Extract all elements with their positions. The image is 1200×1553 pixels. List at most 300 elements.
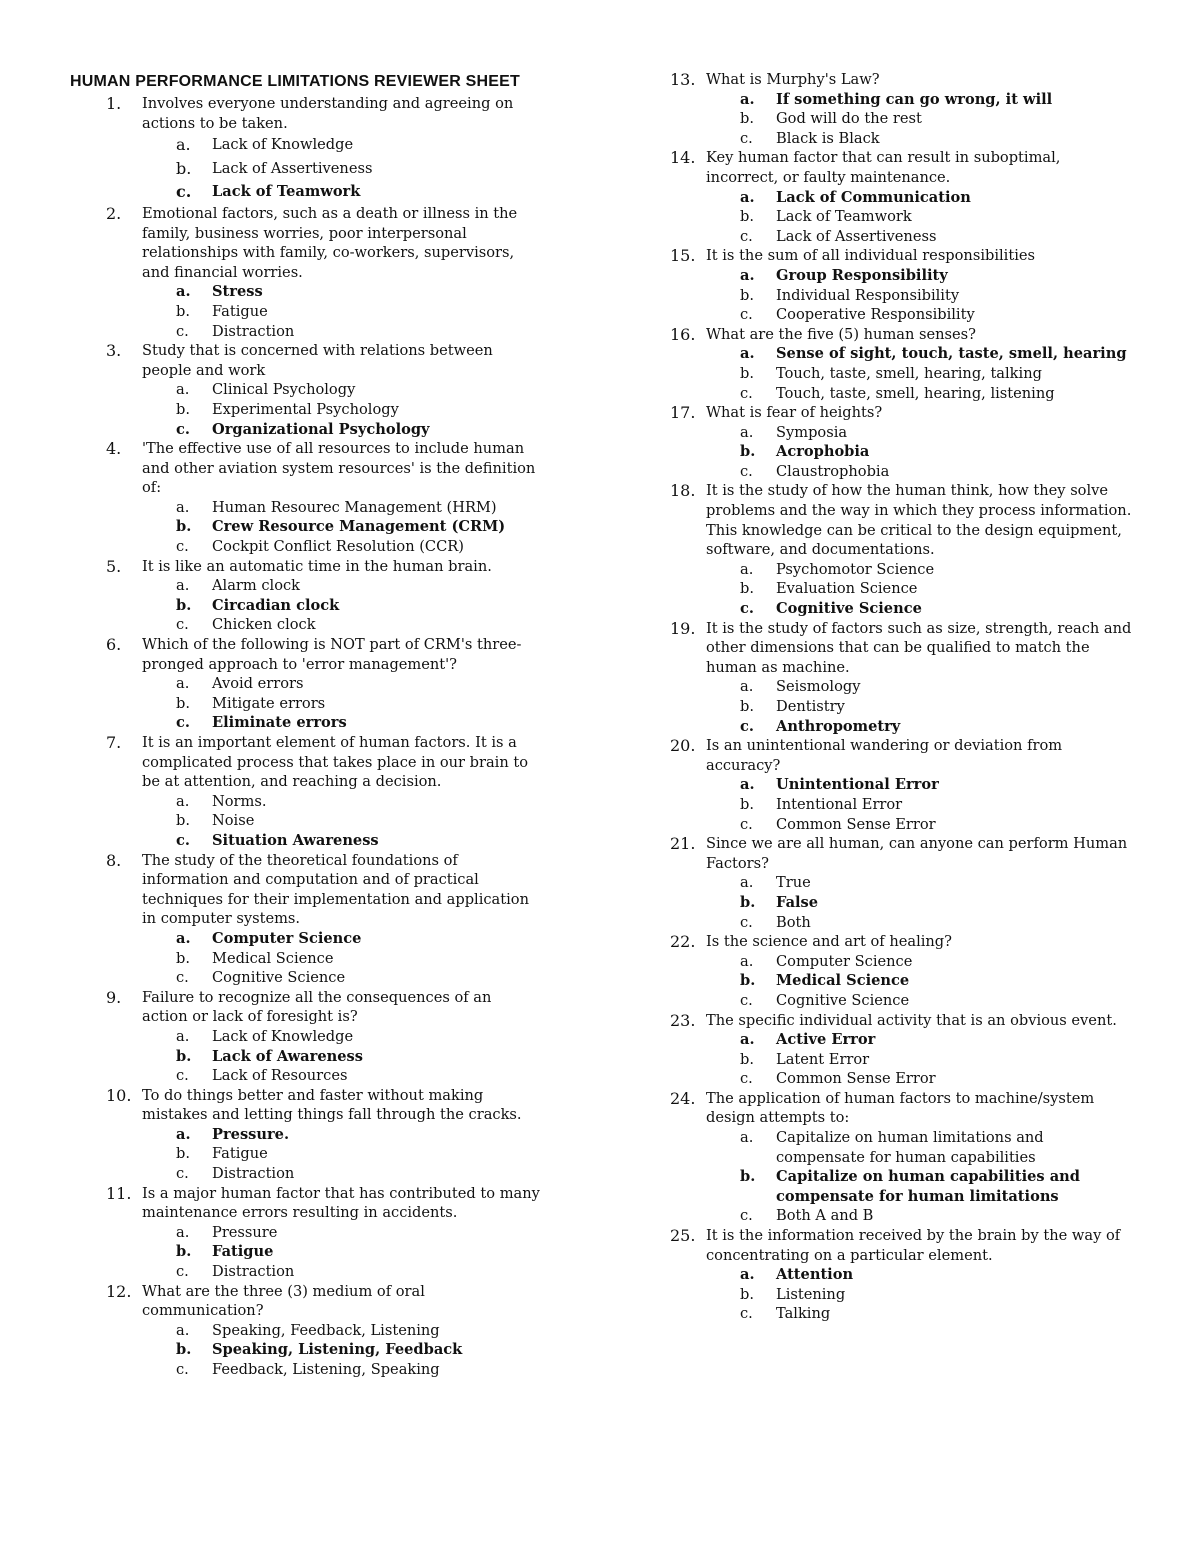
question-number: 1.	[106, 94, 122, 113]
option-text: Cognitive Science	[212, 969, 346, 987]
answer-option-correct	[670, 442, 1135, 462]
answer-option	[670, 873, 1135, 893]
question-item	[670, 619, 1135, 737]
option-text: Intentional Error	[776, 795, 903, 813]
option-text: Touch, taste, smell, hearing, talking	[776, 364, 1042, 382]
option-letter: a.	[176, 1027, 190, 1045]
option-text: Capitalize on human capabilities and compensate for human limitations	[776, 1168, 1080, 1205]
question-prompt: Is the science and art of healing?	[706, 933, 952, 951]
answer-option-correct	[70, 929, 540, 949]
option-letter: c.	[740, 227, 753, 245]
question-item	[70, 94, 540, 204]
question-text	[670, 736, 1135, 775]
option-text: Touch, taste, smell, hearing, listening	[776, 384, 1055, 402]
option-text: Lack of Teamwork	[212, 183, 361, 201]
option-letter: a.	[740, 188, 755, 206]
answer-option-correct	[670, 775, 1135, 795]
answer-option	[670, 913, 1135, 933]
answer-option	[70, 674, 540, 694]
answer-option-correct	[70, 180, 540, 204]
option-letter: b.	[176, 1047, 192, 1065]
question-prompt: Is a major human factor that has contributed to many maintenance errors resulting in accidents.	[142, 1184, 540, 1222]
question-item	[670, 834, 1135, 932]
option-letter: b.	[176, 1243, 192, 1261]
answer-option	[670, 991, 1135, 1011]
answer-options	[70, 498, 540, 557]
question-number: 23.	[670, 1010, 696, 1030]
question-text	[70, 94, 540, 133]
option-letter: b.	[740, 893, 756, 911]
option-letter: a.	[740, 678, 754, 696]
answer-options	[70, 133, 540, 204]
question-prompt: What is fear of heights?	[706, 404, 883, 422]
answer-options	[70, 380, 540, 439]
option-text: Feedback, Listening, Speaking	[212, 1361, 440, 1378]
option-text: True	[776, 874, 811, 892]
option-letter: c.	[176, 1361, 189, 1378]
question-prompt: 'The effective use of all resources to include human and other aviation system resources' is the definition of:	[142, 440, 536, 497]
answer-option-correct	[70, 1047, 540, 1067]
answer-option-correct	[70, 596, 540, 616]
answer-option	[70, 968, 540, 988]
option-text: Lack of Awareness	[212, 1047, 363, 1065]
option-text: Lack of Knowledge	[212, 136, 354, 154]
question-text	[670, 246, 1135, 266]
answer-option	[670, 305, 1135, 325]
answer-option	[670, 579, 1135, 599]
question-number: 5.	[106, 556, 122, 576]
question-text	[670, 834, 1135, 873]
answer-options	[670, 873, 1135, 932]
option-letter: c.	[740, 815, 753, 833]
answer-options	[70, 1321, 540, 1380]
option-text: Distraction	[212, 1263, 295, 1281]
option-letter: a.	[176, 792, 190, 810]
answer-option	[670, 815, 1135, 835]
answer-option	[670, 227, 1135, 247]
option-letter: b.	[176, 1145, 190, 1163]
option-text: Dentistry	[776, 698, 845, 715]
answer-option-correct	[670, 188, 1135, 208]
answer-option-correct	[670, 1030, 1135, 1050]
answer-option	[670, 677, 1135, 697]
answer-option	[670, 1128, 1135, 1167]
option-letter: c.	[176, 1263, 189, 1281]
answer-option	[670, 1050, 1135, 1070]
answer-options	[70, 792, 540, 851]
answer-options	[670, 1265, 1135, 1324]
option-letter: c.	[740, 129, 753, 147]
answer-options	[670, 952, 1135, 1011]
option-text: Common Sense Error	[776, 815, 936, 833]
option-text: Speaking, Feedback, Listening	[212, 1321, 440, 1339]
option-text: Avoid errors	[212, 675, 304, 693]
option-letter: c.	[176, 420, 190, 438]
option-letter: a.	[740, 1129, 754, 1147]
question-number: 13.	[670, 70, 696, 89]
answer-option-correct	[670, 717, 1135, 737]
option-letter: c.	[740, 384, 753, 402]
question-text	[670, 619, 1135, 678]
option-text: Common Sense Error	[776, 1070, 936, 1088]
left-question-list	[70, 94, 540, 1380]
answer-options	[670, 677, 1135, 736]
question-text	[70, 557, 540, 577]
question-item	[70, 733, 540, 851]
question-text	[70, 988, 540, 1027]
question-prompt: Is an unintentional wandering or deviation from accuracy?	[706, 737, 1063, 774]
option-letter: a.	[740, 90, 755, 108]
option-letter: b.	[740, 972, 756, 990]
answer-option	[670, 795, 1135, 815]
question-number: 6.	[106, 635, 122, 655]
answer-options	[670, 266, 1135, 325]
question-text	[70, 204, 540, 282]
question-text	[670, 1089, 1135, 1128]
option-text: Circadian clock	[212, 596, 340, 614]
option-letter: a.	[740, 1266, 755, 1284]
option-text: Capitalize on human limitations and compensate for human capabilities	[776, 1129, 1044, 1166]
question-number: 2.	[106, 203, 122, 223]
option-text: Unintentional Error	[776, 776, 939, 794]
answer-option-correct	[670, 90, 1135, 110]
question-text	[670, 1226, 1135, 1265]
option-text: Lack of Resources	[212, 1067, 348, 1085]
answer-option	[70, 537, 540, 557]
option-text: Lack of Teamwork	[776, 208, 912, 226]
option-text: Noise	[212, 812, 255, 830]
page-title: HUMAN PERFORMANCE LIMITATIONS REVIEWER SHEET	[70, 73, 520, 90]
question-number: 7.	[106, 733, 122, 752]
question-text	[670, 481, 1135, 559]
question-prompt: Study that is concerned with relations between people and work	[142, 342, 493, 379]
question-item	[670, 70, 1135, 148]
question-item	[70, 439, 540, 557]
option-text: Fatigue	[212, 1145, 268, 1163]
answer-option-correct	[70, 282, 540, 302]
question-item	[70, 341, 540, 439]
answer-option	[70, 1164, 540, 1184]
option-text: Crew Resource Management (CRM)	[212, 518, 506, 536]
option-letter: b.	[176, 812, 190, 830]
option-letter: b.	[740, 580, 754, 598]
question-number: 11.	[106, 1183, 132, 1203]
answer-option	[670, 697, 1135, 717]
option-letter: b.	[176, 694, 190, 712]
option-letter: a.	[740, 874, 754, 892]
question-item	[670, 1011, 1135, 1089]
question-number: 16.	[670, 324, 696, 344]
question-number: 24.	[670, 1088, 696, 1108]
option-text: Active Error	[776, 1031, 876, 1049]
option-letter: b.	[740, 1285, 754, 1303]
answer-option-correct	[70, 1340, 540, 1360]
option-text: Computer Science	[212, 929, 362, 947]
question-item	[670, 1226, 1135, 1324]
option-text: Situation Awareness	[212, 831, 379, 849]
answer-option	[670, 286, 1135, 306]
question-item	[70, 635, 540, 733]
option-text: Distraction	[212, 322, 295, 340]
answer-option-correct	[70, 1125, 540, 1145]
option-text: Experimental Psychology	[212, 400, 399, 418]
answer-option	[70, 1144, 540, 1164]
question-item	[70, 1282, 540, 1380]
answer-option	[70, 157, 540, 181]
question-number: 9.	[106, 987, 122, 1007]
question-text	[70, 341, 540, 380]
option-letter: a.	[176, 1223, 190, 1241]
question-prompt: It is like an automatic time in the human brain.	[142, 557, 492, 575]
question-item	[70, 988, 540, 1086]
option-letter: c.	[176, 714, 190, 732]
option-letter: b.	[740, 110, 754, 128]
question-text	[670, 932, 1135, 952]
question-number: 8.	[106, 850, 122, 870]
option-text: Latent Error	[776, 1050, 870, 1068]
option-text: Organizational Psychology	[212, 420, 430, 438]
option-letter: a.	[176, 381, 190, 399]
option-text: Stress	[212, 283, 263, 301]
option-letter: b.	[176, 596, 192, 614]
question-number: 19.	[670, 618, 696, 638]
question-prompt: The specific individual activity that is an obvious event.	[706, 1011, 1117, 1029]
answer-option	[70, 498, 540, 518]
answer-option	[70, 133, 540, 157]
answer-option	[670, 1069, 1135, 1089]
option-text: Medical Science	[212, 949, 334, 967]
option-text: Human Resourec Management (HRM)	[212, 498, 497, 516]
option-letter: b.	[740, 795, 754, 813]
answer-option	[670, 462, 1135, 482]
option-letter: a.	[740, 423, 754, 441]
question-number: 17.	[670, 403, 696, 423]
option-text: Lack of Assertiveness	[776, 227, 937, 245]
answer-option	[670, 952, 1135, 972]
answer-option	[70, 1027, 540, 1047]
option-text: Both	[776, 913, 811, 931]
question-text	[70, 733, 540, 792]
option-letter: c.	[740, 991, 753, 1009]
question-text	[70, 1086, 540, 1125]
option-text: Medical Science	[776, 972, 910, 990]
answer-option	[70, 1360, 540, 1380]
question-text	[670, 403, 1135, 423]
option-text: Alarm clock	[212, 577, 301, 595]
answer-option	[670, 1304, 1135, 1324]
answer-option	[670, 423, 1135, 443]
left-column	[70, 70, 540, 1380]
option-text: Fatigue	[212, 1243, 274, 1261]
answer-options	[70, 1027, 540, 1086]
answer-options	[70, 576, 540, 635]
option-letter: c.	[176, 1165, 189, 1183]
option-text: Group Responsibility	[776, 266, 948, 284]
answer-option	[70, 1262, 540, 1282]
option-text: Speaking, Listening, Feedback	[212, 1341, 463, 1359]
answer-options	[670, 1030, 1135, 1089]
option-letter: b.	[176, 158, 192, 178]
option-letter: c.	[176, 322, 189, 340]
question-prompt: Key human factor that can result in suboptimal, incorrect, or faulty maintenance.	[706, 149, 1061, 186]
answer-option	[70, 322, 540, 342]
question-text	[70, 635, 540, 674]
question-text	[670, 148, 1135, 187]
option-letter: b.	[176, 949, 190, 967]
option-text: Both A and B	[776, 1207, 874, 1225]
answer-option-correct	[70, 420, 540, 440]
option-text: Fatigue	[212, 302, 268, 320]
answer-option	[70, 694, 540, 714]
answer-option	[70, 949, 540, 969]
question-prompt: Failure to recognize all the consequences of an action or lack of foresight is?	[142, 988, 492, 1026]
option-text: Cooperative Responsibility	[776, 306, 975, 324]
option-letter: a.	[176, 1125, 191, 1143]
answer-option	[670, 109, 1135, 129]
answer-option	[70, 792, 540, 812]
answer-option-correct	[670, 344, 1135, 364]
option-letter: c.	[740, 1207, 753, 1225]
answer-option	[670, 1285, 1135, 1305]
question-prompt: What are the three (3) medium of oral communication?	[142, 1282, 425, 1320]
option-letter: a.	[176, 577, 190, 595]
answer-option	[70, 302, 540, 322]
option-text: Distraction	[212, 1165, 295, 1183]
option-letter: a.	[740, 952, 754, 970]
option-text: Sense of sight, touch, taste, smell, hearing	[776, 345, 1127, 363]
option-letter: a.	[740, 345, 755, 363]
answer-options	[70, 1223, 540, 1282]
option-text: Symposia	[776, 423, 848, 441]
question-number: 18.	[670, 481, 696, 501]
question-text	[70, 1282, 540, 1321]
question-prompt: To do things better and faster without making mistakes and letting things fall through the cracks.	[142, 1086, 522, 1124]
question-text	[70, 439, 540, 498]
question-text	[70, 1184, 540, 1223]
answer-option-correct	[70, 713, 540, 733]
question-item	[670, 932, 1135, 1010]
question-prompt: It is the information received by the brain by the way of concentrating on a particular element.	[706, 1227, 1121, 1264]
answer-option	[670, 207, 1135, 227]
option-letter: c.	[740, 600, 754, 618]
answer-options	[670, 1128, 1135, 1226]
option-letter: c.	[740, 717, 754, 735]
question-prompt: The application of human factors to machine/system design attempts to:	[706, 1089, 1095, 1127]
option-letter: c.	[176, 1067, 189, 1085]
question-item	[70, 1086, 540, 1184]
answer-options	[670, 90, 1135, 149]
option-letter: c.	[176, 969, 189, 987]
option-letter: b.	[176, 518, 192, 536]
option-text: Lack of Assertiveness	[212, 159, 373, 177]
option-letter: c.	[740, 1305, 753, 1323]
option-letter: a.	[176, 675, 190, 693]
question-prompt: Emotional factors, such as a death or illness in the family, business worries, poor interpersonal relationships with family, co-workers, supervisors, and financial worries.	[142, 204, 518, 281]
question-item	[70, 1184, 540, 1282]
option-text: Evaluation Science	[776, 580, 918, 598]
option-text: Pressure	[212, 1223, 278, 1241]
answer-options	[70, 674, 540, 733]
question-text	[670, 1011, 1135, 1031]
right-column	[670, 70, 1135, 1324]
question-text	[670, 325, 1135, 345]
question-prompt: What are the five (5) human senses?	[706, 325, 976, 343]
option-letter: b.	[176, 1341, 192, 1359]
answer-option-correct	[670, 599, 1135, 619]
option-text: Chicken clock	[212, 616, 316, 634]
option-letter: b.	[740, 364, 754, 382]
question-item	[70, 851, 540, 988]
option-letter: c.	[740, 306, 753, 324]
option-letter: b.	[176, 400, 190, 418]
question-number: 20.	[670, 736, 696, 756]
question-number: 14.	[670, 148, 696, 168]
answer-options	[670, 560, 1135, 619]
question-item	[670, 325, 1135, 403]
option-text: If something can go wrong, it will	[776, 90, 1053, 108]
option-text: God will do the rest	[776, 110, 922, 128]
answer-option-correct	[70, 1242, 540, 1262]
option-letter: a.	[740, 776, 755, 794]
question-number: 25.	[670, 1226, 696, 1246]
answer-option-correct	[670, 971, 1135, 991]
question-item	[670, 481, 1135, 618]
answer-option	[70, 1321, 540, 1341]
option-letter: b.	[740, 1050, 754, 1068]
option-letter: b.	[740, 443, 756, 461]
option-letter: a.	[740, 1031, 755, 1049]
answer-options	[70, 282, 540, 341]
option-letter: b.	[740, 1168, 756, 1186]
answer-option-correct	[670, 1167, 1135, 1206]
question-number: 15.	[670, 246, 696, 266]
question-number: 21.	[670, 834, 696, 854]
option-letter: b.	[176, 302, 190, 320]
question-number: 10.	[106, 1085, 132, 1105]
option-text: Attention	[776, 1266, 854, 1284]
answer-options	[670, 344, 1135, 403]
question-item	[70, 204, 540, 341]
answer-options	[670, 775, 1135, 834]
option-letter: a.	[176, 283, 191, 301]
option-text: Lack of Communication	[776, 188, 971, 206]
option-text: Individual Responsibility	[776, 286, 960, 304]
option-letter: b.	[740, 286, 754, 304]
option-text: Norms.	[212, 792, 267, 810]
answer-option	[670, 1206, 1135, 1226]
answer-option-correct	[670, 893, 1135, 913]
answer-option	[70, 1223, 540, 1243]
answer-option	[70, 400, 540, 420]
answer-option	[70, 615, 540, 635]
option-text: Seismology	[776, 678, 861, 696]
question-prompt: It is the study of how the human think, how they solve problems and the way in which they process information. This knowledge can be critical to the design equipment, software, and documentations.	[706, 482, 1132, 559]
answer-options	[670, 423, 1135, 482]
option-letter: a.	[176, 498, 190, 516]
question-prompt: It is the study of factors such as size, strength, reach and other dimensions that can be qualified to match the human as machine.	[706, 619, 1132, 676]
option-text: Claustrophobia	[776, 462, 890, 480]
option-text: Cognitive Science	[776, 991, 910, 1009]
answer-option-correct	[670, 1265, 1135, 1285]
answer-option-correct	[670, 266, 1135, 286]
option-text: Lack of Knowledge	[212, 1027, 354, 1045]
answer-option-correct	[70, 517, 540, 537]
option-letter: a.	[176, 1321, 190, 1339]
question-number: 12.	[106, 1281, 132, 1301]
option-letter: a.	[740, 266, 755, 284]
question-text	[670, 70, 1135, 90]
option-letter: a.	[740, 560, 754, 578]
